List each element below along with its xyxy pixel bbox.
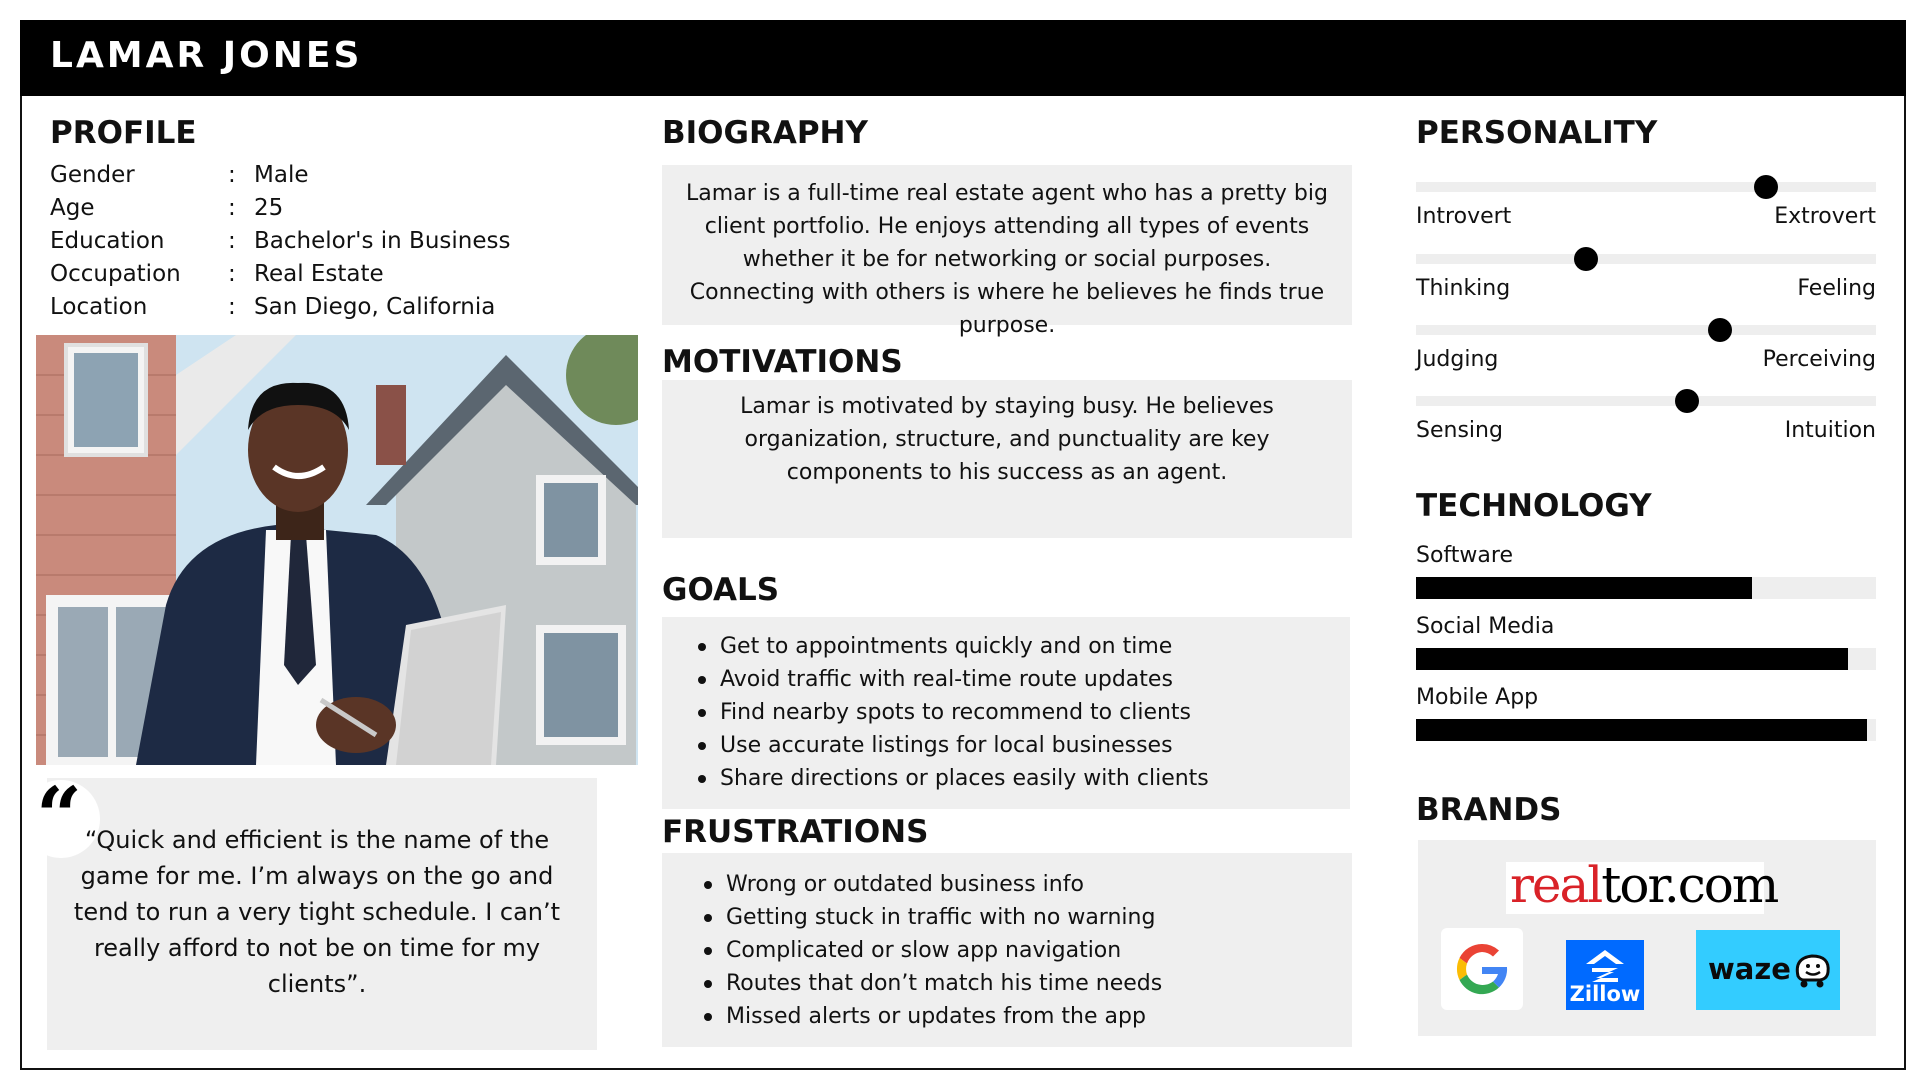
slider-track [1416, 182, 1876, 192]
profile-value: San Diego, California [254, 294, 496, 320]
personality-slider-introvert-extrovert [1416, 168, 1876, 228]
slider-right-label: Feeling [1797, 276, 1876, 301]
personality-slider-thinking-feeling [1416, 240, 1876, 300]
goal-item: Find nearby spots to recommend to clients [696, 696, 1209, 729]
tech-track [1416, 577, 1876, 599]
tech-bar-social-media [1416, 614, 1876, 674]
slider-knob [1754, 175, 1778, 199]
goal-item: Use accurate listings for local businesses [696, 729, 1209, 762]
tech-fill [1416, 577, 1752, 599]
slider-left-label: Judging [1416, 347, 1499, 372]
google-logo [1441, 928, 1523, 1010]
profile-label: Education [50, 228, 165, 254]
realtor-wordmark-red: real [1510, 856, 1602, 914]
zillow-logo [1566, 940, 1644, 1010]
biography-box [662, 165, 1352, 338]
goal-item: Share directions or places easily with clients [696, 762, 1209, 795]
google-g-icon [1441, 928, 1523, 1010]
slider-track [1416, 254, 1876, 264]
slider-track [1416, 396, 1876, 406]
tech-label: Software [1416, 543, 1513, 568]
profile-label: Occupation [50, 261, 181, 287]
motivations-heading: MOTIVATIONS [662, 344, 903, 380]
profile-value: Real Estate [254, 261, 384, 287]
biography-heading: BIOGRAPHY [662, 115, 868, 151]
zillow-house-icon [1566, 942, 1644, 986]
frustration-item: Complicated or slow app navigation [702, 934, 1162, 967]
slider-right-label: Extrovert [1774, 204, 1876, 229]
slider-track [1416, 325, 1876, 335]
slider-right-label: Intuition [1784, 418, 1876, 443]
tech-label: Mobile App [1416, 685, 1539, 710]
personality-slider-judging-perceiving [1416, 311, 1876, 371]
personality-heading: PERSONALITY [1416, 115, 1658, 151]
goal-item: Get to appointments quickly and on time [696, 630, 1209, 663]
slider-knob [1675, 389, 1699, 413]
profile-separator: : [228, 195, 236, 221]
goals-list [696, 630, 1209, 795]
profile-value: Male [254, 162, 309, 188]
slider-right-label: Perceiving [1762, 347, 1876, 372]
waze-face-icon [1790, 950, 1834, 990]
technology-heading: TECHNOLOGY [1416, 488, 1652, 524]
tech-track [1416, 648, 1876, 670]
goal-item: Avoid traffic with real-time route updates [696, 663, 1209, 696]
personality-slider-sensing-intuition [1416, 382, 1876, 442]
tech-bar-software [1416, 543, 1876, 603]
slider-knob [1708, 318, 1732, 342]
frustration-item: Wrong or outdated business info [702, 868, 1162, 901]
tech-bar-mobile-app [1416, 685, 1876, 745]
waze-wordmark: waze [1708, 952, 1791, 986]
profile-value: Bachelor's in Business [254, 228, 511, 254]
motivations-box [662, 380, 1352, 538]
quote-icon: “ [36, 769, 83, 863]
motivations-text: Lamar is motivated by staying busy. He believes organization, structure, and punctuality are key components to his success as an agent. [740, 394, 1274, 485]
tech-label: Social Media [1416, 614, 1555, 639]
frustration-item: Getting stuck in traffic with no warning [702, 901, 1162, 934]
profile-label: Age [50, 195, 95, 221]
profile-separator: : [228, 294, 236, 320]
goals-heading: GOALS [662, 572, 780, 608]
biography-text: Lamar is a full-time real estate agent who has a pretty big client portfolio. He enjoys attending all types of events whether it be for networking or social purposes. Connecting with others is where he believes he finds true purpose. [686, 181, 1328, 338]
tech-track [1416, 719, 1876, 741]
profile-separator: : [228, 228, 236, 254]
profile-label: Location [50, 294, 148, 320]
realtor-wordmark [1510, 856, 1777, 914]
profile-heading: PROFILE [50, 115, 197, 151]
realtor-logo [1506, 856, 1778, 914]
tech-fill [1416, 648, 1848, 670]
persona-photo [36, 335, 638, 765]
profile-label: Gender [50, 162, 135, 188]
profile-value: 25 [254, 195, 284, 221]
persona-name: LAMAR JONES [50, 35, 363, 76]
slider-left-label: Introvert [1416, 204, 1512, 229]
zillow-wordmark: Zillow [1569, 982, 1641, 1006]
persona-photo-illustration [36, 335, 638, 765]
frustrations-list [702, 868, 1162, 1033]
tech-fill [1416, 719, 1867, 741]
realtor-wordmark-black: tor.com [1601, 856, 1778, 914]
frustration-item: Missed alerts or updates from the app [702, 1000, 1162, 1033]
frustration-item: Routes that don’t match his time needs [702, 967, 1162, 1000]
profile-separator: : [228, 261, 236, 287]
brands-heading: BRANDS [1416, 792, 1562, 828]
slider-left-label: Sensing [1416, 418, 1503, 443]
slider-left-label: Thinking [1416, 276, 1511, 301]
slider-knob [1574, 247, 1598, 271]
waze-logo [1696, 930, 1840, 1010]
frustrations-heading: FRUSTRATIONS [662, 814, 929, 850]
persona-quote: “Quick and efficient is the name of the game for me. I’m always on the go and tend to run a very tight schedule. I can’t really afford to not be on time for my clients”. [73, 826, 561, 998]
profile-separator: : [228, 162, 236, 188]
